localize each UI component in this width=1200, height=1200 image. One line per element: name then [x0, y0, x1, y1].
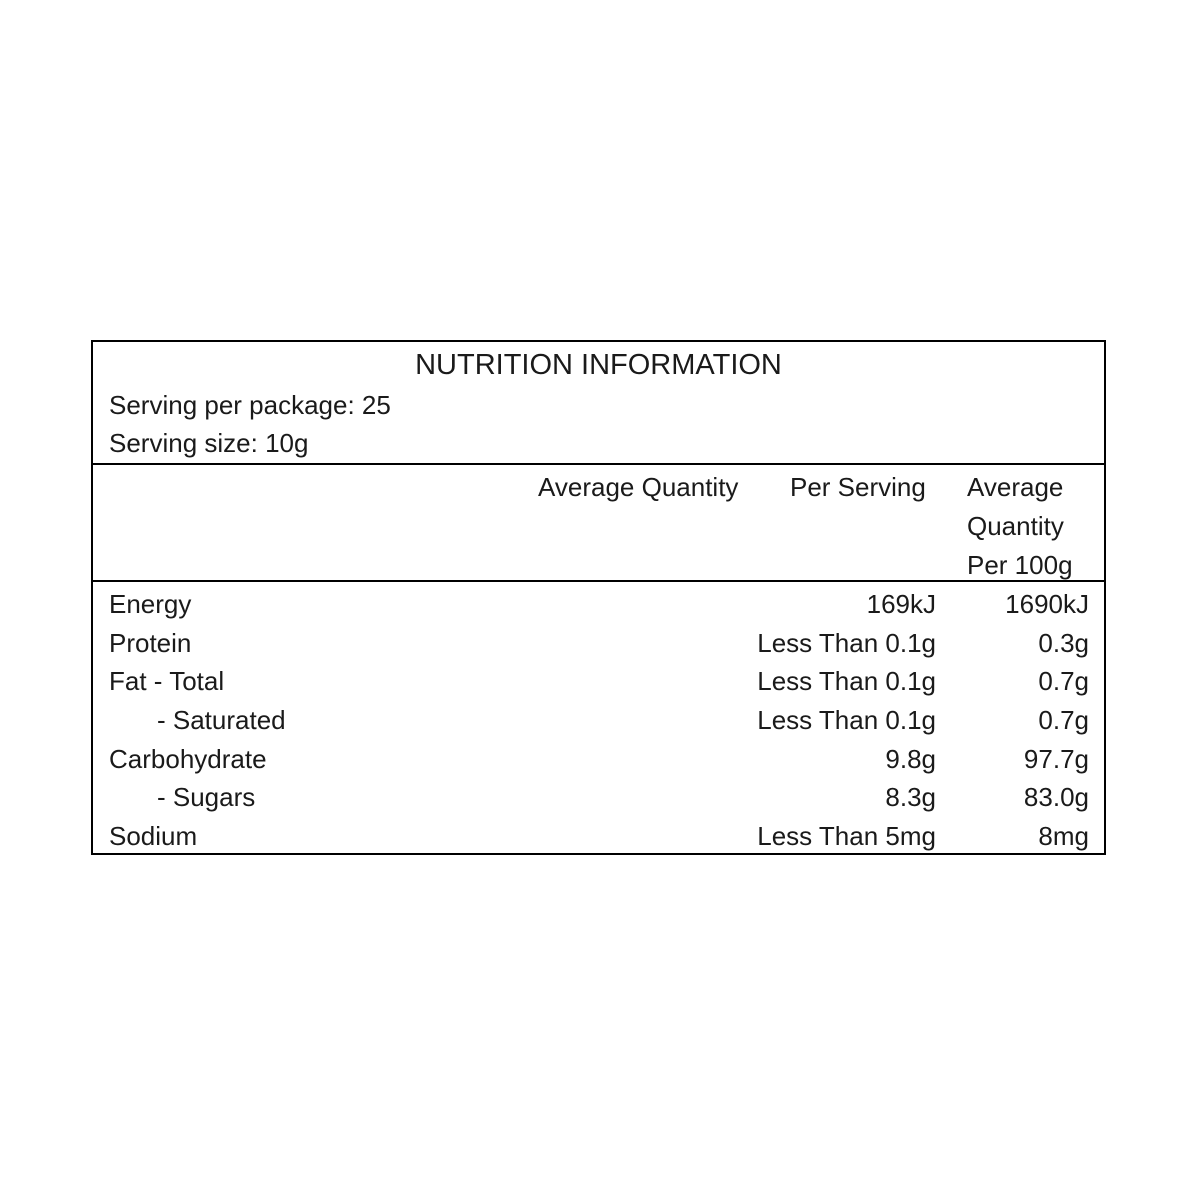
- nutrient-row-protein: [93, 621, 1104, 660]
- nutrient-name: Sodium: [109, 821, 198, 852]
- nutrient-name: - Sugars: [157, 782, 256, 813]
- nutrient-name: - Saturated: [157, 705, 286, 736]
- nutrient-per-serving: Less Than 0.1g: [757, 627, 936, 658]
- nutrient-row-sodium: [93, 814, 1104, 853]
- nutrient-name: Fat - Total: [109, 666, 225, 697]
- nutrient-per-serving: 8.3g: [885, 782, 936, 813]
- nutrient-per-serving: Less Than 5mg: [757, 821, 936, 852]
- column-header-per-100g-line: Quantity: [967, 511, 1064, 541]
- nutrient-row-saturated: [93, 698, 1104, 737]
- nutrient-row-energy: [93, 582, 1104, 621]
- panel-header: [93, 342, 1104, 465]
- nutrient-per-100g: 1690kJ: [1005, 589, 1089, 619]
- nutrient-rows: [93, 582, 1104, 853]
- nutrient-row-sugars: [93, 775, 1104, 814]
- nutrient-per-100g: 0.3g: [1038, 627, 1089, 658]
- nutrient-per-100g: 0.7g: [1038, 666, 1089, 697]
- nutrient-per-serving: Less Than 0.1g: [757, 666, 936, 697]
- servings-per-package: Serving per package: 25: [109, 390, 391, 420]
- nutrient-name: Protein: [109, 627, 192, 658]
- nutrient-name: Carbohydrate: [109, 743, 267, 774]
- nutrition-panel: [91, 340, 1106, 855]
- nutrient-per-serving: Less Than 0.1g: [757, 705, 936, 736]
- nutrient-per-100g: 8mg: [1038, 821, 1089, 852]
- nutrient-per-100g: 97.7g: [1023, 743, 1089, 774]
- nutrient-per-100g: 83.0g: [1023, 782, 1089, 813]
- column-header-per-100g-line: Average: [967, 472, 1064, 502]
- nutrient-name: Energy: [109, 589, 192, 619]
- nutrient-per-serving: 9.8g: [885, 743, 936, 774]
- column-header-per-serving: Per Serving: [790, 472, 926, 502]
- nutrient-row-fat-total: [93, 659, 1104, 698]
- serving-size: Serving size: 10g: [109, 428, 309, 458]
- nutrient-row-carbohydrate: [93, 737, 1104, 776]
- column-header-per-100g: [967, 468, 1097, 585]
- column-header-per-100g-line: Per 100g: [967, 550, 1073, 580]
- nutrient-per-serving: 169kJ: [866, 589, 936, 619]
- column-headers: [93, 465, 1104, 582]
- panel-title: NUTRITION INFORMATION: [415, 349, 782, 381]
- nutrient-per-100g: 0.7g: [1038, 705, 1089, 736]
- column-header-average-quantity: Average Quantity: [538, 472, 739, 502]
